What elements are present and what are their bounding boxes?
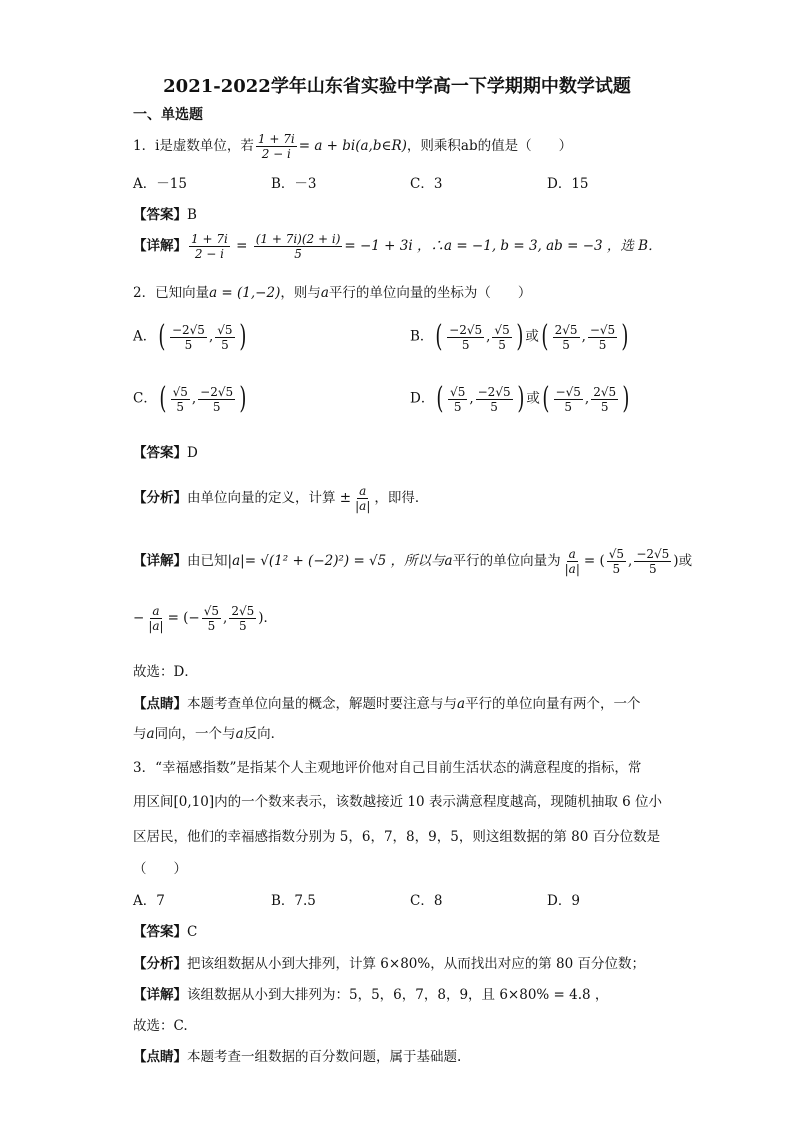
q2-analysis	[133, 484, 428, 513]
frac-num: √5	[203, 604, 220, 618]
q3-detail-tag: 【详解】	[133, 987, 187, 1003]
frac-den: 5	[490, 399, 498, 414]
q2-option-c: C．( $\frac{√5}{5}$ , $\frac{-2√5}{5}$ )	[133, 381, 247, 416]
q1-detail-frac1-num: 1 + 7i	[191, 232, 228, 246]
q2-answer	[133, 441, 198, 461]
q2-comment	[133, 692, 641, 712]
q2-c-frac2	[198, 385, 235, 414]
q3-analysis-tag: 【分析】	[133, 956, 187, 972]
frac-den: 5	[564, 399, 573, 414]
q2-comment-tag: 【点睛】	[133, 696, 187, 712]
frac-num: 2√5	[231, 604, 255, 618]
frac-den: 5	[176, 399, 185, 414]
q2-stem-b: a = (1,−2)	[209, 285, 281, 301]
q2-b-frac3	[553, 323, 580, 352]
q3-comment-tag: 【点睛】	[133, 1049, 187, 1065]
q1-detail: 【详解】 $\frac{1 + 7i}{2 - i}$ = $\frac{(1 + 7i)(2 + i)}{5}$ = −1 + 3i ，∴a = −1, b = 3, ab = −3 ，选 B．	[133, 232, 662, 261]
q2-d-frac1	[448, 385, 467, 414]
q3-stem-line1: 3．“幸福感指数”是指某个人主观地评价他对自己目前生活状态的满意程度的指标，常	[133, 760, 642, 776]
q2-stem-a: 2．已知向量	[133, 285, 210, 301]
frac-den: |a|	[564, 562, 580, 576]
q2-detail-e: )或	[673, 553, 693, 569]
q2-comment-b: 平行的单位向量有两个，一个	[465, 696, 641, 712]
page-title: 2021-2022学年山东省实验中学高一下学期期中数学试题	[163, 76, 631, 97]
q2-option-c-label: C．	[133, 390, 157, 407]
q2-analysis-frac	[353, 484, 372, 513]
q3-answer-tag: 【答案】	[133, 924, 187, 940]
q2-option-a: A．( $\frac{-2√5}{5}$ , $\frac{√5}{5}$ )	[133, 319, 246, 354]
q2-b-frac1	[447, 323, 484, 352]
q2-a-frac2	[215, 323, 234, 352]
q3-conclusion: 故选：C.	[133, 1018, 188, 1034]
q2-detail-a: 由已知	[187, 553, 228, 569]
section-heading: 一、单选题	[133, 107, 203, 123]
frac-num: −2√5	[636, 547, 670, 561]
q2-detail-frac0	[563, 547, 582, 576]
q2-stem	[133, 281, 531, 301]
q2-detail-c: 平行的单位向量为	[452, 553, 561, 569]
q2-detail: 【详解】由已知|a|= √(1² + (−2)²) = √5 ，所以与a平行的单位向量为 $\frac{a}{|a|}$ = ( $\frac{√5}{5}$ , $\frac{-2√5}{5}$ )或	[133, 547, 693, 576]
q3-analysis	[133, 952, 645, 972]
frac-num: a	[568, 547, 576, 561]
q2-analysis-b: ，即得．	[374, 490, 429, 506]
q1-frac-num: 1 + 7i	[257, 132, 295, 146]
frac-num: 2√5	[554, 322, 578, 337]
frac-den: 5	[184, 337, 193, 352]
q2-comment-a: 本题考查单位向量的概念，解题时要注意与与	[187, 696, 457, 712]
vec-a: a	[152, 619, 160, 633]
q2-stem-d: a	[320, 285, 329, 301]
q1-option-d: D．15	[547, 176, 589, 192]
frac-den: 5	[207, 619, 216, 633]
q3-answer-value: C	[187, 924, 198, 940]
vec-a: a	[457, 696, 466, 712]
q3-detail-text: 该组数据从小到大排列为：5，5，6，7，8，9，且 6×80% = 4.8 ，	[187, 987, 609, 1003]
frac-num: −2√5	[171, 322, 205, 337]
q2-option-b: B．( $\frac{-2√5}{5}$ , $\frac{√5}{5}$ ) 或( $\frac{2√5}{5}$ , $\frac{-√5}{5}$ )	[410, 319, 629, 354]
frac-den: 5	[612, 562, 621, 576]
q2-detail2-c: )．	[258, 610, 278, 626]
frac-den: |a|	[355, 499, 371, 513]
q2-detail2-b: = (−	[167, 610, 200, 626]
frac-num: −√5	[555, 384, 581, 399]
q2-conclusion: 故选：D．	[133, 664, 198, 680]
vec-a: a	[232, 553, 241, 569]
vec-a: a	[444, 553, 453, 569]
q3-analysis-text: 把该组数据从小到大排列，计算 6×80%，从而找出对应的第 80 百分位数；	[187, 956, 645, 972]
q2-stem-e: 平行的单位向量的坐标为（ ）	[328, 285, 532, 301]
q1-detail-rest: = −1 + 3i ，∴a = −1, b = 3, ab = −3 ，选 B．	[344, 238, 662, 254]
q3-stem-line3: 区居民，他们的幸福感指数分别为 5，6，7，8，9，5，则这组数据的第 80 百分位数是	[133, 829, 661, 845]
q2-comment-line2	[133, 722, 284, 742]
q1-option-b: B．－3	[271, 176, 317, 192]
q2-detail2-a: −	[133, 610, 145, 626]
q2-detail2-frac1	[202, 604, 221, 633]
frac-num: √5	[450, 384, 466, 399]
q2-d-frac2	[476, 385, 513, 414]
q1-answer-value: B	[187, 207, 197, 223]
vec-a: a	[235, 726, 244, 742]
q1-equation: = a + bi(a,b∈R)	[298, 138, 407, 154]
frac-num: √5	[172, 384, 188, 399]
q3-option-a: A．7	[133, 893, 165, 909]
frac-den: 5	[238, 619, 247, 633]
q3-comment-text: 本题考查一组数据的百分数问题，属于基础题.	[187, 1049, 462, 1065]
q2-option-d-label: D．	[410, 390, 435, 407]
frac-num: 2√5	[593, 384, 617, 399]
q2-comment2-a: 与	[133, 726, 147, 742]
q3-option-b: B．7.5	[271, 893, 316, 909]
frac-den: 5	[600, 399, 609, 414]
q1-detail-frac2	[254, 232, 343, 261]
frac-num: √5	[608, 547, 625, 561]
q2-detail-frac2	[634, 547, 671, 576]
q2-detail2-frac0	[146, 604, 165, 633]
q2-c-frac1	[171, 385, 190, 414]
q1-option-c: C．3	[410, 176, 443, 192]
q2-answer-value: D	[187, 445, 198, 461]
q3-option-d: D．9	[547, 893, 580, 909]
q2-option-b-label: B．	[410, 328, 434, 345]
q2-b-frac2	[492, 323, 511, 352]
frac-num: −√5	[589, 322, 616, 337]
q1-detail-frac2-den: 5	[294, 247, 302, 261]
q1-answer-tag: 【答案】	[133, 207, 187, 223]
frac-den: 5	[453, 399, 462, 414]
vec-a: a	[568, 562, 576, 576]
q1-frac-den: 2 − i	[261, 147, 291, 161]
q1-answer	[133, 203, 197, 223]
q2-b-or: 或	[525, 328, 539, 345]
q1-fraction	[256, 132, 297, 161]
q2-a-frac1	[170, 323, 207, 352]
q2-detail-line2: − $\frac{a}{|a|}$ = (− $\frac{√5}{5}$ , $\frac{2√5}{5}$ )．	[133, 604, 278, 633]
q1-option-a: A．－15	[133, 176, 187, 192]
q1-detail-frac2-num: (1 + 7i)(2 + i)	[255, 232, 341, 246]
frac-den: 5	[221, 337, 229, 352]
frac-num: √5	[217, 322, 233, 337]
q2-d-frac4	[591, 385, 618, 414]
frac-den: |a|	[148, 619, 164, 633]
q1-suffix: ，则乘积ab的值是（ ）	[406, 138, 573, 154]
frac-den: 5	[498, 337, 506, 352]
frac-num: a	[152, 604, 160, 618]
q1-detail-tag: 【详解】	[133, 238, 187, 254]
frac-num: −2√5	[477, 384, 511, 399]
frac-den: 5	[461, 337, 470, 352]
q3-comment	[133, 1045, 461, 1065]
q1-detail-frac1-den: 2 − i	[194, 247, 224, 261]
q2-comment2-c: 反向．	[243, 726, 285, 742]
q2-b-frac4	[588, 323, 617, 352]
q3-detail	[133, 983, 608, 1003]
frac-den: 5	[598, 337, 607, 352]
q1-prefix: 1．i是虚数单位，若	[133, 138, 254, 154]
q3-stem-line2: 用区间[0,10]内的一个数来表示，该数越接近 10 表示满意程度越高，现随机抽取 6 位小	[133, 794, 663, 810]
q2-d-frac3	[554, 385, 583, 414]
q3-answer	[133, 920, 197, 940]
q2-analysis-a: 由单位向量的定义，计算 ±	[187, 490, 352, 506]
q2-stem-c: ，则与	[280, 285, 321, 301]
frac-num: −2√5	[449, 322, 483, 337]
q2-detail2-frac2	[229, 604, 256, 633]
q2-option-a-label: A．	[133, 328, 157, 345]
q2-detail-d: = (	[583, 553, 605, 569]
q2-d-or: 或	[526, 390, 540, 407]
vec-a: a	[146, 726, 155, 742]
frac-den: 5	[212, 399, 221, 414]
q1-stem	[133, 132, 572, 161]
q2-detail-tag: 【详解】	[133, 553, 187, 569]
vec-a: a	[359, 499, 367, 513]
frac-num: √5	[494, 322, 510, 337]
frac-den: 5	[562, 337, 570, 352]
frac-den: 5	[648, 562, 657, 576]
q1-detail-frac1	[189, 232, 230, 261]
q2-detail-frac1	[607, 547, 626, 576]
q2-comment2-b: 同向，一个与	[154, 726, 236, 742]
q3-stem-line4: （ ）	[133, 861, 187, 877]
frac-num: a	[359, 484, 367, 498]
q3-option-c: C．8	[410, 893, 443, 909]
q2-option-d: D．( $\frac{√5}{5}$ , $\frac{-2√5}{5}$ ) 或( $\frac{-√5}{5}$ , $\frac{2√5}{5}$ )	[410, 381, 630, 416]
frac-num: −2√5	[200, 384, 234, 399]
q2-detail-b: = √(1² + (−2)²) = √5 ，所以与	[244, 553, 445, 569]
q2-analysis-tag: 【分析】	[133, 490, 187, 506]
q2-answer-tag: 【答案】	[133, 445, 187, 461]
